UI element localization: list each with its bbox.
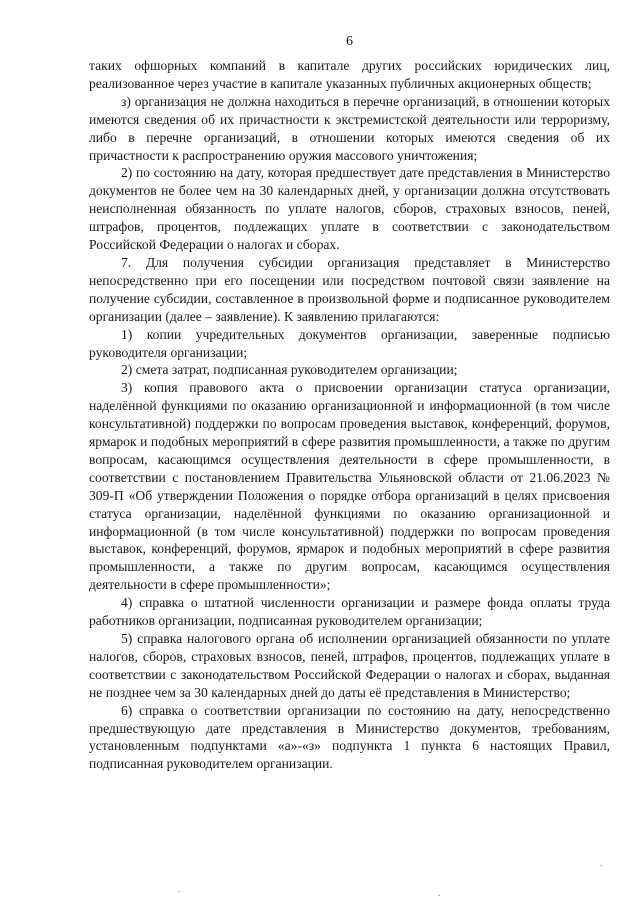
paragraph-attachment-1: 1) копии учредительных документов организации, заверенные подписью руководителя организации; <box>89 326 610 360</box>
scan-speck: . <box>600 858 603 869</box>
paragraph-attachment-3: 3) копия правового акта о присвоении организации статуса организации, наделённой функциями по оказанию организационной и информационной (в том числе консультативной) поддержки по вопросам проведения выставок, конференций, форумов, ярмарок и подобных мероприятий в сфере развития промышленности, а также по другим вопросам, касающимся осуществления деятельности в сфере промышленности, в соответствии с постановлением Правительства Ульяновской области от 21.06.2023 № 309-П «Об утверждении Положения о порядке отбора организаций в целях присвоения статуса организации, наделённой функциями по оказанию организационной и информационной (в том числе консультативной) поддержки по вопросам проведения выставок, конференций, форумов, ярмарок и подобных мероприятий в сфере развития промышленности, а также по другим вопросам, касающимся осуществления деятельности в сфере промышленности»; <box>89 380 610 593</box>
scan-speck: . <box>178 884 181 895</box>
paragraph-attachment-2: 2) смета затрат, подписанная руководителем организации; <box>121 362 458 378</box>
paragraph-attachment-5: 5) справка налогового органа об исполнении организацией обязанности по уплате налогов, сборов, страховых взносов, пеней, штрафов, процентов, подлежащих уплате в соответствии с законодательством Российской Федерации о налогах и сборах, выданная не позднее чем за 30 календарных дней до даты её представления в Министерство; <box>89 631 610 700</box>
paragraph-section-7: 7. Для получения субсидии организация представляет в Министерство непосредственно при его посещении или посредством почтовой связи заявление на получение субсидии, составленное в произвольной форме и подписанное руководителем организации (далее – заявление). К заявлению прилагаются: <box>89 254 610 324</box>
paragraph-offshore-continuation: таких офшорных компаний в капитале других российских юридических лиц, реализованное через участие в капитале указанных публичных акционерных обществ; <box>89 58 610 91</box>
page-number: 6 <box>346 34 353 49</box>
paragraph-attachment-4: 4) справка о штатной численности организации и размере фонда оплаты труда работников организации, подписанная руководителем организации; <box>89 595 610 629</box>
paragraph-item-z: з) организация не должна находиться в перечне организаций, в отношении которых имеются сведения об их причастности к экстремистской деятельности или терроризму, либо в перечне организаций, в отношении которых имеются сведения об их причастности к распространению оружия массового уничтожения; <box>89 93 610 163</box>
scan-speck: . <box>438 888 441 899</box>
paragraph-item-2: 2) по состоянию на дату, которая предшествует дате представления в Министерство документов не более чем на 30 календарных дней, у организации должна отсутствовать неисполненная обязанность по уплате налогов, сборов, страховых взносов, пеней, штрафов, процентов, подлежащих уплате в соответствии с законодательством Российской Федерации о налогах и сборах. <box>89 165 610 253</box>
paragraph-attachment-6: 6) справка о соответствии организации по состоянию на дату, непосредственно предшествующую дате представления в Министерство документов, требованиям, установленным подпунктами «а»-«з» подпункта 1 пункта 6 настоящих Правил, подписанная руководителем организации. <box>89 702 610 772</box>
